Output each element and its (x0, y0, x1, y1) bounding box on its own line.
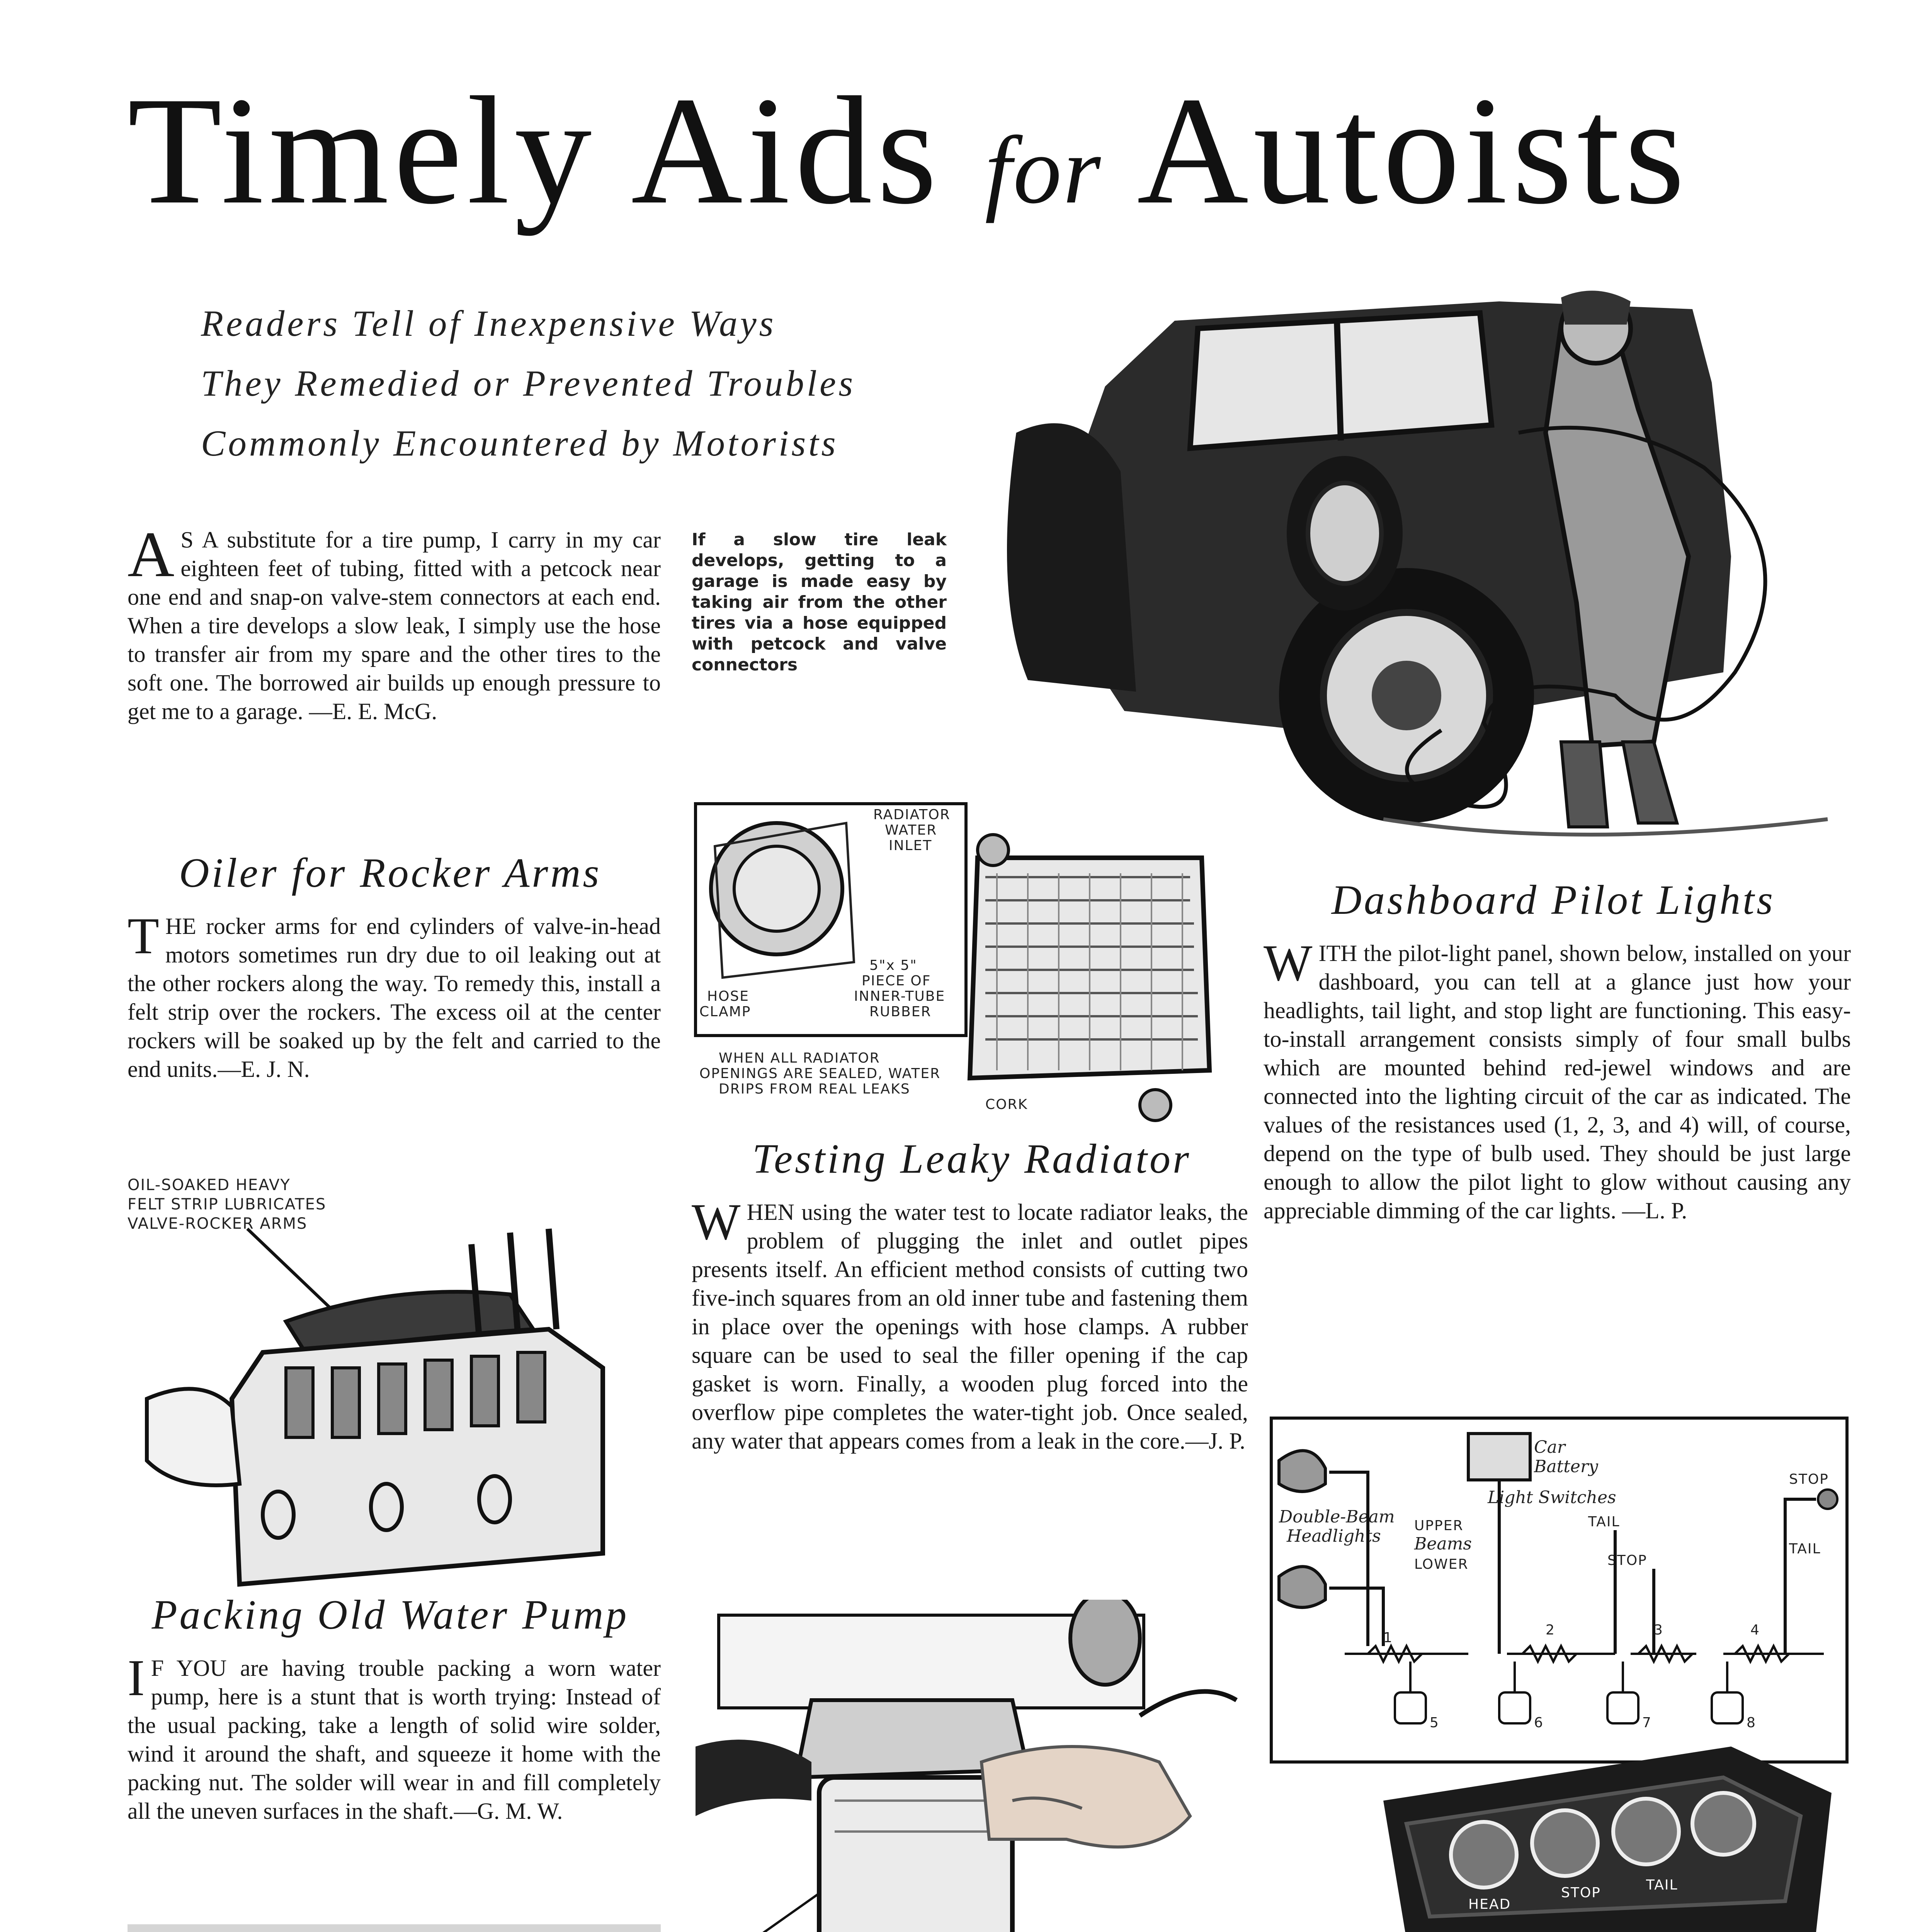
inlet-label-3: INLET (889, 838, 932, 854)
water-pump-article (128, 1649, 661, 1825)
radiator-illustration (692, 800, 1252, 1128)
article-text: F YOU are having trouble packing a worn water pump, here is a stunt that is worth trying: Instead of the usual packing, take a length of solid wire solder, wind it around the shaft, and squeeze it home with the packing nut. The solder will wear in and fill completely all the uneven surfaces in the shaft.—G. M. W. (128, 1655, 661, 1824)
inlet-label-2: WATER (885, 822, 937, 838)
resistor-4-label: 4 (1750, 1622, 1760, 1638)
battery-label-1: Car (1534, 1437, 1565, 1457)
deck (201, 294, 916, 473)
dropcap: I (128, 1649, 145, 1706)
dropcap: A (128, 519, 175, 590)
article-text: HEN using the water test to locate radiator leaks, the problem of plugging the inlet and outlet pipes presents itself. An efficient method consists of cutting two five-inch squares from an old inner tube and fastening them in place over the openings with hose clamps. A rubber square can be used to seal the filler opening if the cap gasket is worn. Finally, a wooden plug forced into the overflow pipe completes the water-tight job. Once sealed, any water that appears comes from a leak in the core.—J. P. (692, 1199, 1248, 1454)
sealed-label-1: WHEN ALL RADIATOR (719, 1050, 880, 1066)
page-title (128, 58, 1847, 263)
stop-switch-label: STOP (1607, 1553, 1647, 1568)
radiator-heading: Testing Leaky Radiator (752, 1136, 1191, 1182)
water-pump-photo (128, 1924, 661, 1932)
inlet-label-1: RADIATOR (873, 807, 951, 823)
headlights-label-2: Headlights (1287, 1526, 1381, 1546)
pilot-lights-heading: Dashboard Pilot Lights (1331, 877, 1776, 923)
dropcap: W (692, 1193, 741, 1250)
title-part-2: Autoists (1137, 65, 1690, 236)
upper-label: UPPER (1414, 1518, 1464, 1534)
tail-lamp-label: TAIL (1789, 1541, 1821, 1557)
rocker-arm-illustration (124, 1167, 665, 1596)
article-text: HE rocker arms for end cylinders of valve-in-head motors sometimes run dry due to oil leaking out at the other rockers along the way. To remedy this, install a felt strip over the rockers. The excess oil at the center rockers will be soaked up by the felt and carried to the end units.—E. J. N. (128, 913, 661, 1082)
deck-line-2: They Remedied or Prevented Troubles (201, 363, 856, 404)
panel-tail-label: TAIL (1646, 1877, 1678, 1893)
tire-pump-article (128, 519, 661, 726)
car-tire-illustration (958, 286, 1851, 858)
title-part-1: Timely Aids (128, 65, 942, 236)
panel-head-label: HEAD (1468, 1896, 1511, 1912)
resistor-3-label: 3 (1654, 1622, 1663, 1638)
beams-label: Beams (1414, 1534, 1472, 1554)
piece-label-1: 5"x 5" (869, 957, 917, 973)
radiator-article (692, 1193, 1248, 1455)
pilot-lights-article (1264, 934, 1851, 1225)
oiler-label-line-1: OIL-SOAKED HEAVY (128, 1176, 291, 1194)
bulb-7-label: 7 (1642, 1715, 1652, 1731)
sealed-label-2: OPENINGS ARE SEALED, WATER (699, 1066, 941, 1082)
oiler-article (128, 907, 661, 1083)
article-text: ITH the pilot-light panel, shown below, installed on your dashboard, you can tell at a glance just how your headlights, tail light, and stop light are functioning. This easy-to-install arrangement consists simply of four small bulbs which are mounted behind red-jewel windows and are connected into the lighting circuit of the car as indicated. The values of the resistances used (1, 2, 3, and 4) will, of course, depend on the type of bulb used. They should be just large enough to allow the pilot light to glow without causing any appreciable dimming of the car lights. —L. P. (1264, 940, 1851, 1223)
gasket-illustration (696, 1600, 1248, 1932)
piece-label-3: INNER-TUBE (854, 988, 946, 1004)
stop-lamp-label: STOP (1789, 1471, 1829, 1487)
headlights-label-1: Double-Beam (1279, 1507, 1395, 1527)
article-text: S A substitute for a tire pump, I carry in my car eighteen feet of tubing, fitted with a petcock near one end and snap-on valve-stem connectors at each end. When a tire develops a slow leak, I simply use the hose to transfer air from my spare and the other tires to the soft one. The borrowed air builds up enough pressure to get me to a garage. —E. E. McG. (128, 527, 661, 724)
tire-pump-caption: If a slow tire leak develops, getting to a garage is made easy by taking air from the other tires via a hose equipped with petcock and valve connectors (692, 530, 947, 675)
wiring-diagram (1267, 1414, 1851, 1932)
bulb-6-label: 6 (1534, 1715, 1544, 1731)
water-pump-heading: Packing Old Water Pump (151, 1592, 629, 1638)
deck-line-3: Commonly Encountered by Motorists (201, 423, 838, 464)
clamp-label-2: CLAMP (699, 1004, 751, 1020)
lower-label: LOWER (1414, 1556, 1469, 1572)
piece-label-2: PIECE OF (862, 973, 931, 989)
resistor-2-label: 2 (1546, 1622, 1555, 1638)
piece-label-4: RUBBER (869, 1004, 932, 1020)
panel-stop-label: STOP (1561, 1885, 1601, 1901)
clamp-label-1: HOSE (707, 988, 750, 1004)
tail-switch-label: TAIL (1588, 1514, 1620, 1530)
oiler-label-line-2: FELT STRIP LUBRICATES (128, 1196, 327, 1213)
switches-label: Light Switches (1488, 1488, 1616, 1507)
dropcap: T (128, 907, 159, 964)
dropcap: W (1264, 934, 1313, 992)
bulb-5-label: 5 (1430, 1715, 1439, 1731)
resistor-1-label: 1 (1383, 1630, 1393, 1646)
sealed-label-3: DRIPS FROM REAL LEAKS (719, 1081, 910, 1097)
deck-line-1: Readers Tell of Inexpensive Ways (201, 303, 776, 344)
oiler-label-line-3: VALVE-ROCKER ARMS (128, 1215, 308, 1233)
battery-label-2: Battery (1534, 1457, 1598, 1476)
title-for: for (985, 117, 1102, 224)
bulb-8-label: 8 (1747, 1715, 1756, 1731)
oiler-heading: Oiler for Rocker Arms (179, 850, 602, 896)
cork-label: CORK (985, 1097, 1028, 1112)
